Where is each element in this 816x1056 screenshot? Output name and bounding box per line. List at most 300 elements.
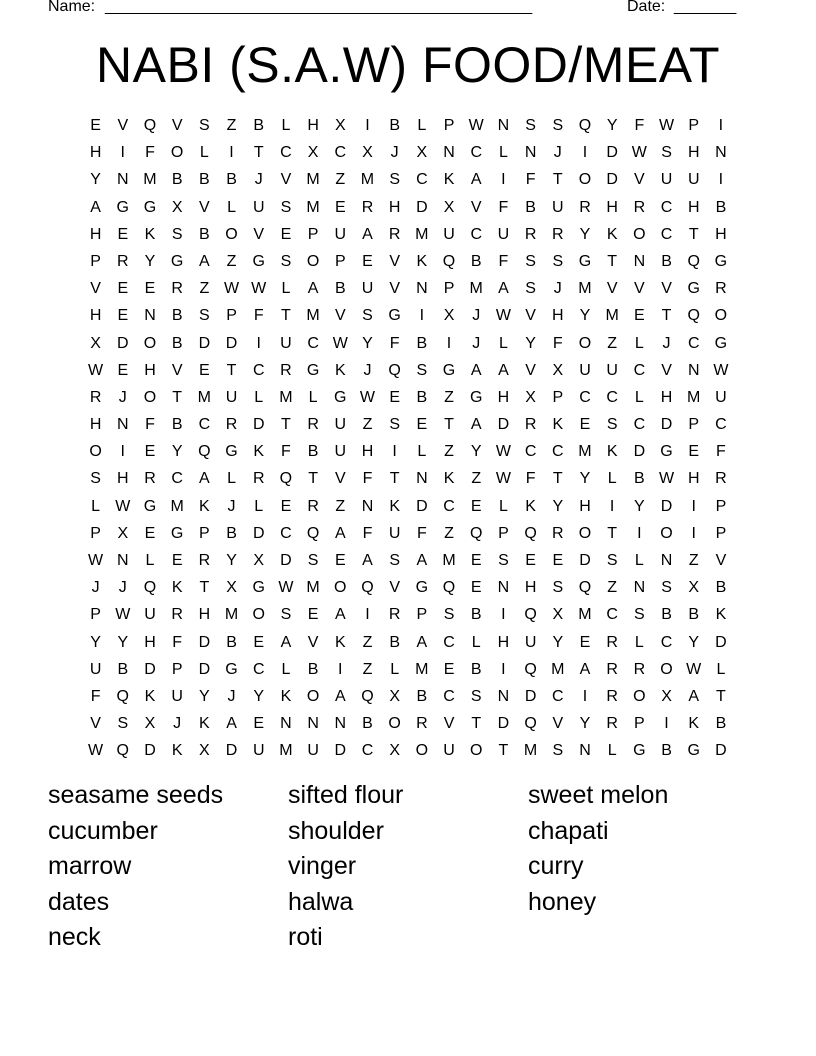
grid-letter: D [117, 334, 129, 352]
name-label: Name: [48, 0, 96, 15]
grid-letter: C [252, 361, 265, 379]
grid-letter: G [714, 334, 728, 352]
grid-letter: V [443, 715, 455, 733]
grid-row [82, 166, 735, 193]
grid-row [82, 574, 735, 601]
grid-letter: C [361, 742, 374, 760]
grid-letter: F [90, 687, 101, 705]
word-list-item: cucumber [48, 816, 158, 845]
grid-letter: K [715, 606, 727, 624]
grid-letter: C [280, 524, 292, 542]
grid-letter: A [334, 524, 346, 542]
grid-letter: R [388, 225, 401, 243]
grid-letter: B [199, 171, 210, 189]
grid-letter: S [362, 307, 373, 325]
grid-letter: U [334, 225, 347, 243]
word-list-item: halwa [288, 887, 354, 916]
grid-letter: C [579, 388, 591, 406]
grid-letter: Y [606, 117, 618, 134]
grid-letter: C [715, 416, 727, 434]
grid-letter: J [118, 579, 127, 597]
grid-letter: W [251, 280, 267, 298]
grid-letter: F [525, 470, 536, 488]
grid-letter: L [634, 334, 644, 352]
grid-letter: J [91, 579, 100, 597]
grid-letter: R [361, 198, 374, 216]
grid-letter: T [716, 687, 726, 705]
grid-letter: A [90, 198, 101, 216]
grid-letter: L [281, 280, 291, 298]
grid-letter: B [470, 606, 482, 624]
grid-letter: B [171, 334, 183, 352]
grid-letter: I [501, 660, 506, 678]
grid-letter: L [498, 144, 508, 162]
grid-letter: L [145, 552, 155, 569]
grid-letter: D [633, 443, 646, 461]
grid-letter: N [687, 361, 700, 379]
grid-letter: O [578, 524, 592, 542]
grid-letter: Z [226, 117, 237, 134]
grid-letter: R [307, 497, 319, 515]
grid-letter: B [715, 198, 727, 216]
header [48, 0, 748, 18]
grid-letter: H [497, 633, 510, 651]
grid-letter: P [715, 524, 727, 542]
grid-letter: S [280, 252, 292, 270]
grid-letter: G [660, 443, 673, 461]
grid-row [82, 493, 735, 520]
date-line: _______ [674, 0, 737, 15]
grid-letter: E [280, 225, 292, 243]
grid-letter: K [443, 470, 455, 488]
grid-letter: E [579, 633, 591, 651]
grid-letter: D [524, 687, 537, 705]
grid-letter: M [578, 443, 592, 461]
grid-letter: W [88, 742, 104, 760]
grid-row [82, 520, 735, 547]
grid-letter: V [117, 117, 129, 134]
grid-letter: U [443, 742, 455, 760]
grid-letter: I [691, 497, 696, 515]
grid-letter: E [362, 252, 373, 270]
grid-row [82, 302, 735, 329]
grid-letter: N [497, 117, 510, 134]
grid-letter: X [307, 144, 319, 162]
grid-letter: L [199, 144, 209, 162]
grid-letter: B [199, 225, 210, 243]
grid-letter: C [443, 633, 455, 651]
grid-letter: F [416, 524, 427, 542]
grid-letter: M [578, 280, 592, 298]
grid-letter: V [661, 280, 672, 298]
grid-letter: B [362, 715, 373, 733]
grid-letter: W [686, 660, 702, 678]
grid-letter: G [469, 388, 483, 406]
grid-letter: N [117, 552, 129, 569]
grid-letter: Y [470, 443, 482, 461]
grid-letter: L [716, 660, 726, 678]
word-list-item: seasame seeds [48, 781, 224, 809]
grid-letter: Y [117, 633, 129, 651]
grid-letter: M [360, 171, 375, 189]
grid-letter: C [687, 334, 700, 352]
grid-letter: R [89, 388, 102, 406]
grid-letter: A [498, 280, 509, 298]
grid-letter: E [470, 497, 482, 515]
grid-letter: Y [362, 334, 373, 352]
grid-letter: O [469, 742, 483, 760]
grid-letter: J [254, 171, 263, 189]
word-list-item: shoulder [288, 816, 384, 845]
grid-row [82, 710, 735, 737]
grid-letter: D [252, 524, 265, 542]
grid-letter: G [170, 524, 184, 542]
grid-letter: V [253, 225, 265, 243]
grid-letter: A [334, 687, 346, 705]
grid-letter: W [115, 497, 131, 515]
grid-letter: Y [171, 443, 183, 461]
grid-letter: Q [442, 579, 456, 597]
grid-letter: Q [687, 252, 700, 270]
grid-letter: D [416, 198, 428, 216]
grid-letter: W [115, 606, 131, 624]
grid-letter: E [253, 715, 265, 733]
grid-letter: C [171, 470, 183, 488]
grid-letter: E [443, 660, 455, 678]
grid-letter: S [199, 117, 210, 134]
grid-letter: P [498, 524, 509, 542]
grid-row [82, 194, 735, 221]
grid-letter: G [442, 361, 456, 379]
grid-letter: L [634, 552, 644, 569]
grid-letter: L [634, 633, 644, 651]
grid-letter: V [171, 361, 183, 379]
grid-letter: A [688, 687, 700, 705]
grid-letter: S [389, 552, 400, 569]
grid-letter: W [631, 144, 647, 162]
grid-letter: H [552, 307, 564, 325]
grid-letter: U [89, 660, 102, 678]
grid-letter: W [88, 361, 104, 379]
grid-letter: O [633, 225, 646, 243]
grid-letter: V [525, 307, 536, 325]
grid-letter: S [606, 552, 618, 569]
grid-letter: D [715, 633, 727, 651]
grid-letter: D [660, 416, 673, 434]
grid-letter: B [171, 307, 183, 325]
grid-letter: S [389, 416, 400, 434]
grid-letter: W [88, 552, 104, 569]
grid-letter: R [144, 470, 156, 488]
grid-letter: E [144, 280, 156, 298]
grid-letter: V [470, 198, 482, 216]
grid-letter: H [89, 225, 102, 243]
grid-letter: G [415, 579, 429, 597]
grid-row [82, 629, 735, 656]
grid-letter: U [252, 742, 265, 760]
grid-letter: O [143, 388, 157, 406]
grid-letter: B [171, 416, 183, 434]
grid-letter: O [633, 687, 646, 705]
grid-letter: B [715, 715, 727, 733]
grid-letter: U [144, 606, 156, 624]
grid-letter: T [281, 307, 291, 325]
grid-letter: T [552, 171, 563, 189]
grid-letter: O [170, 144, 184, 162]
grid-letter: B [416, 687, 428, 705]
grid-letter: J [390, 144, 399, 162]
grid-letter: A [579, 660, 591, 678]
grid-letter: N [117, 416, 129, 434]
grid-letter: D [198, 633, 211, 651]
grid-letter: Q [388, 361, 401, 379]
grid-letter: F [716, 443, 726, 461]
grid-letter: E [634, 307, 645, 325]
grid-letter: M [306, 198, 320, 216]
grid-letter: M [415, 660, 429, 678]
grid-letter: I [120, 144, 125, 162]
grid-letter: J [227, 497, 236, 515]
grid-letter: Z [607, 334, 618, 352]
grid-letter: Q [116, 687, 129, 705]
grid-letter: S [525, 252, 536, 270]
grid-letter: I [392, 443, 397, 461]
grid-letter: S [498, 552, 509, 569]
grid-letter: R [606, 633, 618, 651]
grid-letter: K [253, 443, 265, 461]
grid-letter: Q [442, 252, 456, 270]
grid-letter: G [334, 388, 347, 406]
grid-letter: I [365, 606, 370, 624]
grid-letter: Z [199, 280, 210, 298]
grid-letter: G [714, 252, 728, 270]
grid-letter: H [117, 470, 129, 488]
grid-letter: U [552, 198, 564, 216]
grid-letter: K [144, 687, 156, 705]
grid-letter: M [279, 388, 293, 406]
grid-row [82, 737, 735, 764]
grid-letter: T [607, 252, 618, 270]
grid-letter: Q [524, 606, 537, 624]
grid-letter: J [662, 334, 671, 352]
grid-letter: B [226, 633, 237, 651]
grid-letter: N [497, 579, 510, 597]
grid-letter: G [143, 198, 157, 216]
grid-letter: M [605, 307, 619, 325]
grid-letter: N [660, 552, 673, 569]
grid-letter: Y [579, 225, 591, 243]
grid-letter: S [416, 361, 428, 379]
grid-letter: G [687, 742, 700, 760]
grid-letter: E [199, 361, 210, 379]
grid-letter: V [171, 117, 183, 134]
grid-letter: R [606, 715, 618, 733]
grid-letter: Y [253, 687, 265, 705]
grid-letter: A [307, 280, 319, 298]
grid-letter: I [664, 715, 669, 733]
grid-letter: G [225, 443, 238, 461]
grid-letter: X [90, 334, 101, 352]
grid-letter: H [660, 388, 673, 406]
grid-letter: R [579, 198, 591, 216]
grid-letter: P [443, 280, 455, 298]
grid-letter: V [389, 280, 400, 298]
grid-letter: Z [607, 579, 618, 597]
grid-letter: N [416, 280, 428, 298]
grid-letter: R [715, 470, 727, 488]
grid-letter: E [389, 388, 400, 406]
grid-letter: A [362, 225, 373, 243]
grid-letter: X [389, 742, 400, 760]
grid-letter: X [362, 144, 373, 162]
grid-letter: R [171, 280, 183, 298]
grid-letter: I [609, 497, 615, 515]
grid-row [82, 112, 735, 139]
grid-letter: E [117, 225, 129, 243]
grid-letter: R [225, 416, 238, 434]
grid-letter: B [389, 633, 400, 651]
grid-letter: Y [579, 470, 591, 488]
grid-letter: F [145, 416, 155, 434]
grid-letter: R [524, 225, 537, 243]
grid-letter: R [416, 715, 428, 733]
grid-letter: V [389, 579, 400, 597]
grid-letter: A [470, 416, 482, 434]
grid-letter: H [497, 388, 510, 406]
grid-row [82, 465, 735, 492]
grid-letter: R [633, 660, 646, 678]
grid-letter: C [633, 416, 646, 434]
grid-letter: C [633, 361, 646, 379]
grid-letter: L [471, 633, 481, 651]
grid-letter: X [117, 524, 129, 542]
grid-letter: B [117, 660, 129, 678]
word-list-item: marrow [48, 852, 132, 881]
grid-letter: V [199, 198, 210, 216]
grid-letter: C [660, 225, 673, 243]
grid-letter: U [524, 633, 537, 651]
word-list-item: chapati [528, 816, 609, 845]
grid-letter: I [120, 443, 125, 461]
grid-letter: H [687, 198, 700, 216]
grid-letter: T [199, 579, 210, 597]
grid-letter: M [143, 171, 157, 189]
grid-letter: C [280, 144, 292, 162]
grid-letter: H [388, 198, 401, 216]
grid-letter: D [198, 334, 211, 352]
grid-letter: L [254, 388, 264, 406]
grid-letter: B [715, 579, 727, 597]
grid-letter: P [90, 524, 101, 542]
grid-letter: S [606, 416, 618, 434]
grid-letter: W [332, 334, 348, 352]
grid-letter: S [280, 198, 292, 216]
grid-letter: A [470, 361, 482, 379]
grid-row [82, 438, 735, 465]
word-list-item: curry [528, 852, 584, 881]
grid-letter: L [91, 497, 101, 515]
grid-letter: D [715, 742, 727, 760]
grid-letter: X [552, 606, 564, 624]
grid-row [82, 275, 735, 302]
grid-letter: S [552, 579, 564, 597]
grid-letter: E [171, 552, 183, 569]
grid-letter: L [417, 443, 427, 461]
grid-letter: B [253, 117, 265, 134]
grid-letter: X [416, 144, 428, 162]
grid-letter: V [634, 280, 645, 298]
grid-letter: X [525, 388, 536, 406]
grid-letter: Y [90, 633, 101, 651]
grid-letter: N [579, 742, 591, 760]
grid-letter: P [334, 252, 346, 270]
grid-letter: G [633, 742, 646, 760]
grid-row [82, 547, 735, 574]
grid-letter: U [497, 225, 510, 243]
grid-letter: M [578, 606, 592, 624]
grid-letter: B [389, 117, 400, 134]
grid-letter: U [715, 388, 727, 406]
grid-letter: O [388, 715, 401, 733]
grid-letter: P [171, 660, 183, 678]
grid-letter: W [713, 361, 729, 379]
grid-letter: Q [279, 470, 293, 488]
grid-letter: D [198, 660, 211, 678]
grid-letter: S [661, 579, 672, 597]
grid-letter: F [362, 524, 373, 542]
grid-letter: H [579, 497, 591, 515]
grid-letter: M [551, 660, 565, 678]
grid-letter: E [416, 416, 428, 434]
grid-letter: X [443, 307, 455, 325]
grid-letter: U [388, 524, 401, 542]
grid-letter: E [280, 497, 292, 515]
grid-letter: O [89, 443, 102, 461]
grid-letter: Z [688, 552, 699, 569]
grid-letter: S [307, 552, 319, 569]
grid-letter: L [417, 117, 427, 134]
grid-letter: A [498, 361, 509, 379]
grid-letter: P [688, 416, 700, 434]
grid-letter: F [498, 198, 509, 216]
grid-letter: W [495, 470, 511, 488]
puzzle-title: NABI (S.A.W) FOOD/MEAT [96, 37, 720, 93]
grid-letter: N [715, 144, 727, 162]
grid-row [82, 330, 735, 357]
grid-letter: A [470, 171, 482, 189]
grid-letter: X [688, 579, 700, 597]
grid-letter: Q [361, 579, 374, 597]
grid-letter: Z [362, 416, 373, 434]
grid-row [82, 248, 735, 275]
grid-letter: W [359, 388, 376, 406]
grid-letter: O [415, 742, 429, 760]
grid-letter: J [227, 687, 236, 705]
grid-letter: V [661, 361, 672, 379]
grid-letter: O [660, 524, 673, 542]
grid-letter: X [226, 579, 237, 597]
grid-letter: P [307, 225, 319, 243]
grid-letter: R [117, 252, 129, 270]
grid-letter: S [470, 687, 482, 705]
grid-letter: E [144, 524, 156, 542]
grid-letter: T [253, 144, 264, 162]
grid-letter: L [607, 742, 617, 760]
grid-letter: F [552, 334, 563, 352]
grid-letter: G [687, 280, 700, 298]
grid-letter: Q [578, 579, 592, 597]
grid-letter: K [552, 416, 564, 434]
